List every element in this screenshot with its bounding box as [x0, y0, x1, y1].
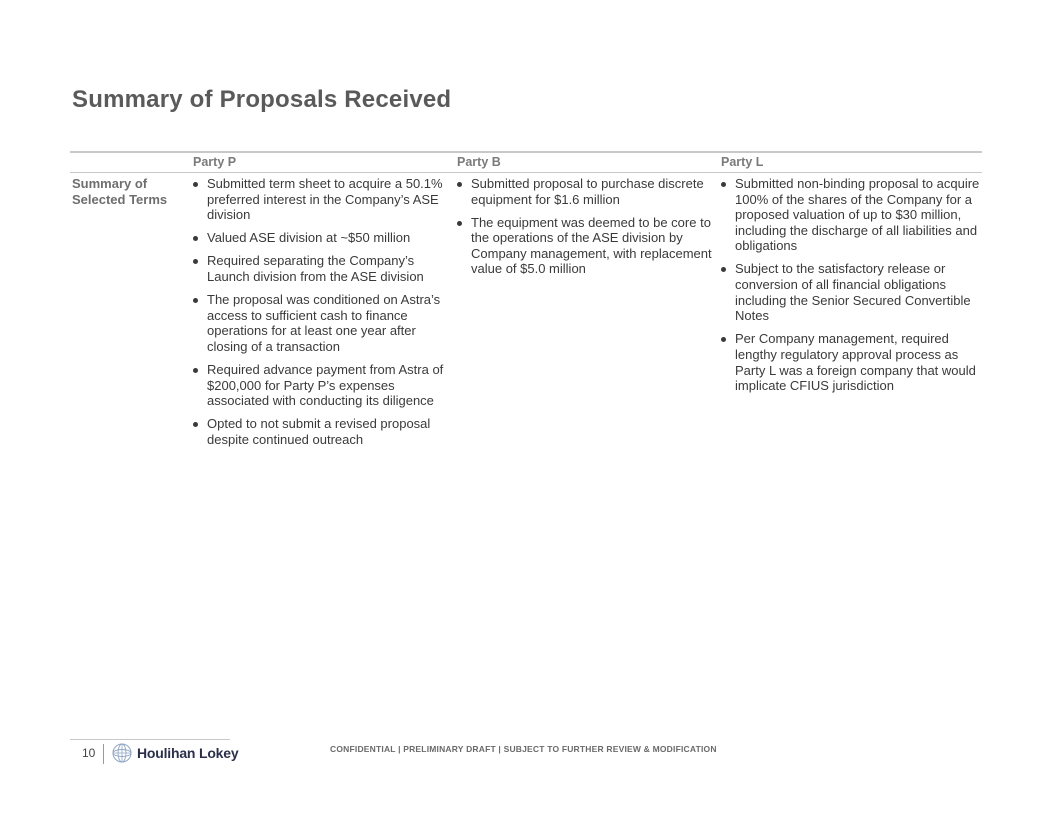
- list-item: The equipment was deemed to be core to the operations of the ASE division by Company management, with replacement value of $5.0 million: [457, 215, 717, 277]
- party-l-terms: [721, 176, 981, 401]
- footer-rule: [70, 739, 230, 740]
- logo-text: Houlihan Lokey: [137, 745, 239, 761]
- globe-logo-icon: [112, 743, 132, 763]
- page-number: 10: [82, 746, 96, 760]
- column-header-party-l: Party L: [721, 155, 764, 169]
- table-top-rule: [70, 151, 982, 153]
- column-header-party-b: Party B: [457, 155, 501, 169]
- party-p-terms: [193, 176, 453, 455]
- list-item: Required separating the Company’s Launch division from the ASE division: [193, 253, 453, 284]
- company-logo: [112, 743, 238, 763]
- list-item: Valued ASE division at ~$50 million: [193, 230, 453, 246]
- confidential-notice: CONFIDENTIAL | PRELIMINARY DRAFT | SUBJECT TO FURTHER REVIEW & MODIFICATION: [330, 744, 717, 754]
- list-item: Submitted term sheet to acquire a 50.1% preferred interest in the Company’s ASE division: [193, 176, 453, 223]
- list-item: The proposal was conditioned on Astra’s access to sufficient cash to finance operations for at least one year after closing of a transaction: [193, 292, 453, 354]
- party-b-terms: [457, 176, 717, 285]
- column-header-party-p: Party P: [193, 155, 237, 169]
- footer-separator: [103, 744, 104, 764]
- list-item: Submitted non-binding proposal to acquire 100% of the shares of the Company for a proposed valuation of up to $30 million, including the discharge of all liabilities and obligations: [721, 176, 981, 254]
- list-item: Opted to not submit a revised proposal despite continued outreach: [193, 416, 453, 447]
- list-item: Required advance payment from Astra of $200,000 for Party P’s expenses associated with conducting its diligence: [193, 362, 453, 409]
- list-item: Submitted proposal to purchase discrete equipment for $1.6 million: [457, 176, 717, 207]
- table-header-rule: [70, 172, 982, 173]
- row-label: Summary of Selected Terms: [72, 176, 168, 207]
- list-item: Per Company management, required lengthy regulatory approval process as Party L was a foreign company that would implicate CFIUS jurisdiction: [721, 331, 981, 393]
- page-title: Summary of Proposals Received: [72, 86, 452, 113]
- list-item: Subject to the satisfactory release or conversion of all financial obligations including the Senior Secured Convertible Notes: [721, 261, 981, 323]
